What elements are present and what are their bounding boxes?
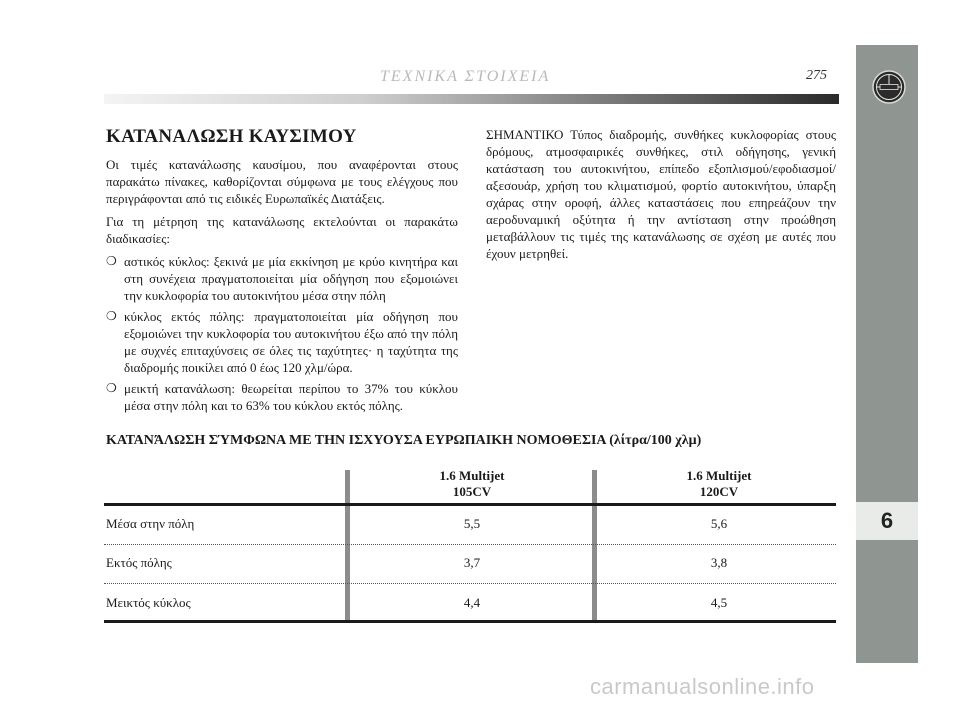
procedure-list bbox=[106, 253, 458, 414]
circle-bullet-icon: ❍ bbox=[106, 309, 117, 323]
column-header-120cv bbox=[619, 468, 819, 500]
table-cell: 5,6 bbox=[710, 516, 728, 531]
right-column bbox=[486, 126, 836, 268]
table-cell: 3,7 bbox=[463, 555, 481, 570]
table-header-rule bbox=[104, 503, 836, 506]
list-item-text: αστικός κύκλος: ξεκινά με μία εκκίνηση με κρύο κινητήρα και στη συνέχεια πραγματοποιείται μία οδήγηση που εξομοιώνει την κυκλοφορία του αυτοκινήτου μέσα στην πόλη bbox=[124, 254, 458, 303]
intro-paragraph: Οι τιμές κατανάλωσης καυσίμου, που αναφέρονται στους παρακάτω πίνακες, καθορίζονται σύμφωνα με τους ελέγχους που περιγράφονται από τις ειδικές Ευρωπαϊκές Διατάξεις. bbox=[106, 157, 458, 206]
list-item-text: μεικτή κατανάλωση: θεωρείται περίπου το 37% του κύκλου μέσα στην πόλη και το 63% του κύκλου εκτός πόλης. bbox=[124, 381, 458, 413]
column-header-model: 1.6 Multijet bbox=[686, 468, 752, 483]
table-cell: 4,4 bbox=[463, 595, 481, 610]
row-label-city: Μέσα στην πόλη bbox=[106, 516, 195, 531]
circle-bullet-icon: ❍ bbox=[106, 381, 117, 395]
row-label-combined: Μεικτός κύκλος bbox=[106, 595, 191, 610]
lancia-logo-icon bbox=[872, 70, 906, 104]
row-divider bbox=[104, 544, 836, 545]
important-note: ΣΗΜΑΝΤΙΚΟ Τύπος διαδρομής, συνθήκες κυκλοφορίας στους δρόμους, ατμοσφαιρικές συνθήκες, στιλ οδήγησης, γενική κατάσταση του αυτοκινήτου, επίπεδο εξοπλισμού/εφοδιασμοί/αξεσουάρ, χρήση του κλιματισμού, φορτίο αυτοκινήτου, ύπαρξη σχάρας στην οροφή, άλλες καταστάσεις που επηρεάζουν την αεροδυναμική οξύτητα ή την αντίσταση στην προώθηση μεταβάλλουν τις τιμές της κατανάλωσης σε σχέση με αυτές που έχουν μετρηθεί. bbox=[486, 127, 836, 261]
table-bottom-rule bbox=[104, 620, 836, 623]
procedures-paragraph: Για τη μέτρηση της κατανάλωσης εκτελούνται οι παρακάτω διαδικασίες: bbox=[106, 214, 458, 246]
column-header-model: 1.6 Multijet bbox=[439, 468, 505, 483]
column-header-power: 105CV bbox=[452, 484, 492, 499]
page-title: ΚΑΤΑΝΑΛΩΣΗ ΚΑΥΣΙΜΟΥ bbox=[106, 126, 357, 147]
chapter-tab[interactable]: 6 bbox=[856, 502, 918, 540]
header-gradient-rule bbox=[104, 94, 839, 104]
consumption-table bbox=[104, 462, 836, 624]
list-item bbox=[106, 380, 458, 414]
chapter-sidebar bbox=[856, 45, 918, 663]
table-cell: 4,5 bbox=[710, 595, 728, 610]
circle-bullet-icon: ❍ bbox=[106, 254, 117, 268]
column-header-power: 120CV bbox=[699, 484, 739, 499]
row-label-extra-urban: Εκτός πόλης bbox=[106, 555, 172, 570]
row-divider bbox=[104, 583, 836, 584]
page-number: 275 bbox=[806, 68, 827, 83]
table-cell: 5,5 bbox=[463, 516, 481, 531]
table-title: ΚΑΤΑΝΆΛΩΣΗ ΣΎΜΦΩΝΑ ΜΕ ΤΗΝ ΙΣΧΥΟΥΣΑ ΕΥΡΩΠΑΙΚΗ ΝΟΜΟΘΕΣΙΑ (λίτρα/100 χλμ) bbox=[106, 433, 702, 448]
list-item bbox=[106, 253, 458, 304]
left-column bbox=[106, 126, 458, 418]
table-cell: 3,8 bbox=[710, 555, 728, 570]
column-header-105cv bbox=[372, 468, 572, 500]
section-header-title: ΤΕΧΝΙΚΑ ΣΤΟΙΧΕΙΑ bbox=[380, 68, 551, 85]
column-divider bbox=[592, 470, 597, 620]
list-item bbox=[106, 308, 458, 376]
list-item-text: κύκλος εκτός πόλης: πραγματοποιείται μία οδήγηση που εξομοιώνει την κυκλοφορία του αυτοκινήτου έξω από την πόλη με συχνές επιταχύνσεις σε όλες τις ταχύτητες· η ταχύτητα της διαδρομής ποικίλει από 0 έως 120 χλμ/ώρα. bbox=[124, 309, 458, 375]
column-divider bbox=[345, 470, 350, 620]
watermark-text: carmanualsonline.info bbox=[590, 674, 815, 699]
